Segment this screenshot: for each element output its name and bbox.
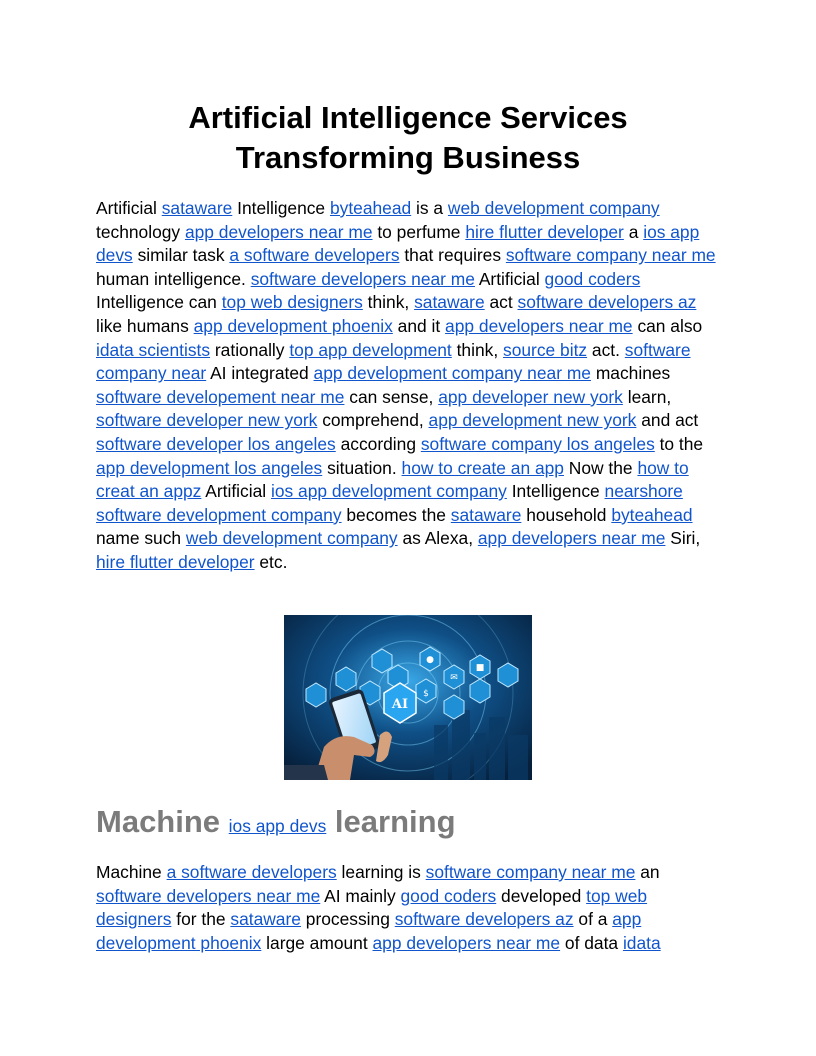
inline-link[interactable]: sataware: [450, 504, 522, 525]
body-text: Siri,: [665, 528, 701, 549]
body-text: an: [635, 862, 660, 882]
body-text: Intelligence can: [96, 292, 222, 313]
svg-text:●: ●: [426, 655, 434, 665]
body-text: developed: [496, 885, 587, 906]
body-text: Machine: [96, 862, 167, 882]
inline-link[interactable]: web development company: [447, 198, 660, 218]
inline-link[interactable]: sataware: [414, 292, 485, 313]
body-text: comprehend,: [317, 410, 429, 431]
body-text: similar task: [132, 245, 230, 266]
inline-link[interactable]: software company near: [96, 339, 691, 384]
heading-link[interactable]: ios app devs: [228, 816, 327, 836]
body-text: can sense,: [344, 386, 439, 407]
paragraph-machine-learning: [96, 861, 726, 955]
inline-link[interactable]: software company near me: [505, 245, 716, 266]
body-text: according: [335, 433, 421, 454]
heading-text-after: learning: [326, 804, 456, 839]
inline-link[interactable]: a software developers: [166, 862, 337, 882]
body-text: of data: [560, 932, 623, 953]
inline-link[interactable]: software developer new york: [96, 410, 318, 431]
inline-link[interactable]: web development company: [185, 528, 398, 549]
inline-link[interactable]: ios app development company: [270, 481, 507, 502]
inline-link[interactable]: idata scientists: [96, 339, 211, 360]
body-text: AI mainly: [320, 885, 401, 906]
inline-link[interactable]: source bitz: [503, 339, 588, 360]
body-text: learn,: [622, 386, 672, 407]
body-text: for the: [171, 909, 231, 930]
inline-link[interactable]: nearshore software development company: [96, 481, 683, 525]
paragraph-intro: [96, 197, 726, 575]
ai-technology-image: [284, 615, 532, 780]
body-text: a: [623, 221, 644, 242]
body-text: think,: [362, 292, 415, 313]
body-text: as Alexa,: [397, 528, 478, 549]
page-title: [96, 98, 720, 178]
body-text: and act: [636, 410, 699, 431]
inline-link[interactable]: sataware: [161, 198, 233, 218]
body-text: to the: [654, 433, 704, 454]
inline-link[interactable]: app development new york: [428, 410, 637, 431]
inline-link[interactable]: hire flutter developer: [96, 551, 255, 572]
inline-link[interactable]: app development los angeles: [96, 457, 323, 478]
inline-link[interactable]: top web designers: [221, 292, 363, 313]
body-text: act.: [587, 339, 625, 360]
body-text: large amount: [261, 932, 373, 953]
inline-link[interactable]: software developement near me: [96, 386, 345, 407]
inline-link[interactable]: app developers near me: [477, 528, 666, 549]
inline-link[interactable]: software developers az: [394, 909, 574, 930]
body-text: Artificial: [474, 268, 545, 289]
title-line-2: Transforming Business: [235, 140, 581, 175]
inline-link[interactable]: app development phoenix: [193, 315, 393, 336]
inline-link[interactable]: app developers near me: [445, 315, 633, 336]
inline-link[interactable]: app developers near me: [372, 932, 561, 953]
body-text: technology: [96, 221, 185, 242]
heading-text-before: Machine: [96, 804, 229, 839]
body-text: Intelligence: [506, 481, 605, 502]
inline-link[interactable]: software company los angeles: [420, 433, 655, 454]
section-heading-machine-learning: [96, 800, 456, 848]
inline-link[interactable]: how to creat an appz: [96, 457, 689, 502]
body-text: machines: [590, 363, 671, 384]
body-text: learning is: [336, 862, 426, 882]
inline-link[interactable]: software developer los angeles: [96, 433, 336, 454]
inline-link[interactable]: good coders: [400, 885, 497, 906]
body-text: and it: [392, 315, 446, 336]
body-text: like humans: [96, 315, 194, 336]
inline-link[interactable]: byteahead: [611, 504, 693, 525]
body-text: household: [521, 504, 612, 525]
inline-link[interactable]: a software developers: [229, 245, 400, 266]
body-text: rationally: [210, 339, 290, 360]
body-text: Artificial: [201, 481, 271, 502]
body-text: AI integrated: [206, 363, 314, 384]
inline-link[interactable]: software developers az: [517, 292, 697, 313]
body-text: becomes the: [341, 504, 451, 525]
body-text: name such: [96, 528, 186, 549]
inline-link[interactable]: app developers near me: [184, 221, 373, 242]
ai-label: AI: [391, 697, 409, 712]
body-text: is a: [411, 198, 448, 218]
inline-link[interactable]: app development company near me: [313, 363, 591, 384]
body-text: Intelligence: [232, 198, 330, 218]
body-text: processing: [300, 909, 395, 930]
inline-link[interactable]: software developers near me: [96, 885, 321, 906]
inline-link[interactable]: ios app devs: [96, 221, 700, 266]
body-text: etc.: [254, 551, 288, 572]
inline-link[interactable]: software company near me: [425, 862, 636, 882]
inline-link[interactable]: good coders: [544, 268, 641, 289]
inline-link[interactable]: top app development: [289, 339, 452, 360]
body-text: situation.: [322, 457, 402, 478]
inline-link[interactable]: hire flutter developer: [465, 221, 624, 242]
body-text: Now the: [563, 457, 638, 478]
inline-link[interactable]: byteahead: [329, 198, 412, 218]
svg-text:■: ■: [475, 663, 485, 673]
body-text: of a: [573, 909, 613, 930]
body-text: think,: [451, 339, 503, 360]
inline-link[interactable]: software developers near me: [250, 268, 475, 289]
body-text: act: [484, 292, 518, 313]
svg-text:$: $: [423, 689, 429, 699]
body-text: that requires: [399, 245, 506, 266]
body-text: Artificial: [96, 198, 162, 218]
title-line-1: Artificial Intelligence Services: [188, 100, 628, 135]
body-text: to perfume: [372, 221, 466, 242]
inline-link[interactable]: how to create an app: [401, 457, 564, 478]
body-text: human intelligence.: [96, 268, 251, 289]
inline-link[interactable]: idata: [622, 932, 661, 953]
svg-text:✉: ✉: [450, 673, 458, 683]
inline-link[interactable]: sataware: [230, 909, 301, 930]
inline-link[interactable]: app developer new york: [438, 386, 623, 407]
inline-link[interactable]: top web designers: [96, 885, 648, 930]
inline-link[interactable]: app development phoenix: [96, 909, 642, 953]
body-text: can also: [632, 315, 703, 336]
